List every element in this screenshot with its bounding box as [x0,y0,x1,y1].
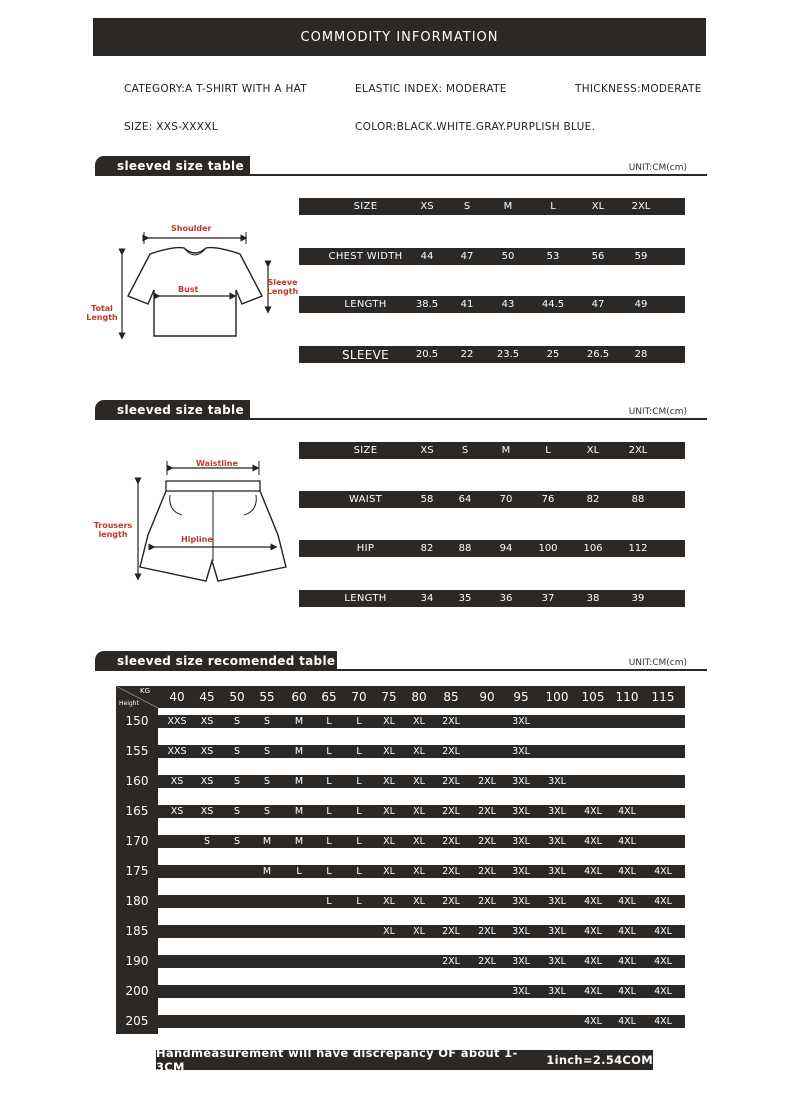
kg-header-cell: 105 [581,690,605,704]
kg-header-cell: 65 [321,690,337,704]
size-cell: XS [200,746,214,757]
size-cell: L [326,746,332,757]
row-label: LENGTH [344,593,387,604]
height-cell: 150 [125,714,149,728]
rec-section-title: sleeved size recomended table [117,653,336,668]
table-cell: 106 [583,543,603,554]
size-cell: XL [413,896,425,907]
size-cell: L [326,896,332,907]
size-cell: 3XL [548,956,566,967]
kg-header-cell: 75 [381,690,397,704]
shirt-section-title: sleeved size table [117,158,244,173]
size-cell: 4XL [618,1016,636,1027]
table-cell: 58 [420,494,434,505]
height-cell: 190 [125,954,149,968]
size-cell: XL [383,716,395,727]
height-cell: 200 [125,984,149,998]
table-cell: L [545,445,551,456]
size-cell: XL [383,866,395,877]
size-cell: 4XL [618,986,636,997]
size-cell: 4XL [618,896,636,907]
size-cell: 3XL [512,896,530,907]
table-cell: 94 [499,543,513,554]
size-cell: 3XL [512,926,530,937]
table-cell: 70 [499,494,513,505]
table-cell: M [501,445,511,456]
pants-row-length [299,590,685,607]
table-cell: 37 [541,593,555,604]
kg-header-cell: 45 [199,690,215,704]
table-cell: 38.5 [415,299,439,310]
table-cell: M [503,201,513,212]
table-cell: 36 [499,593,513,604]
size-cell: XL [413,746,425,757]
size-cell: 4XL [618,956,636,967]
size-cell: S [263,776,271,787]
table-cell: XS [420,445,434,456]
size-cell: M [294,716,304,727]
table-cell: XL [591,201,605,212]
table-cell: 49 [634,299,648,310]
size-cell: M [294,836,304,847]
size-cell: 2XL [442,836,460,847]
size-cell: 2XL [478,926,496,937]
table-cell: 112 [628,543,648,554]
size-cell: L [356,836,362,847]
size-cell: XL [383,926,395,937]
size-cell: M [294,746,304,757]
commodity-banner [93,18,706,56]
kg-header-cell: 40 [169,690,185,704]
pants-unit: UNIT:CM(cm) [628,407,687,417]
size-cell: L [326,836,332,847]
size-cell: 3XL [512,716,530,727]
size-cell: L [326,866,332,877]
size-cell: 3XL [512,866,530,877]
row-label: LENGTH [344,299,387,310]
table-cell: 2XL [628,445,648,456]
kg-header-cell: 90 [479,690,495,704]
table-cell: 20.5 [415,349,439,360]
size-cell: XL [383,806,395,817]
table-cell: 88 [631,494,645,505]
table-cell: XL [586,445,600,456]
kg-header-cell: 50 [229,690,245,704]
size-cell: 2XL [442,866,460,877]
table-cell: 64 [458,494,472,505]
size-cell: XL [413,716,425,727]
size-cell: 4XL [654,926,672,937]
table-cell: 41 [460,299,474,310]
size-cell: 4XL [584,896,602,907]
rec-section-tab [95,651,337,670]
size-cell: 4XL [584,836,602,847]
row-label: SLEEVE [341,347,390,362]
rec-section-divider [95,669,707,671]
table-cell: S [461,445,469,456]
table-cell: 43 [501,299,515,310]
size-cell: S [233,746,241,757]
kg-header-cell: 95 [513,690,529,704]
table-cell: 44.5 [541,299,565,310]
size-cell: 3XL [548,866,566,877]
size-cell: M [294,806,304,817]
size-cell: 3XL [512,746,530,757]
table-cell: 2XL [631,201,651,212]
size-cell: 3XL [548,926,566,937]
size-cell: 4XL [618,806,636,817]
size-cell: 2XL [442,746,460,757]
size-cell: XL [383,746,395,757]
size-cell: 3XL [548,896,566,907]
corner-kg-label: KG [140,687,151,695]
size-cell: 2XL [442,716,460,727]
size-cell: XXS [167,716,187,727]
size-cell: XL [413,836,425,847]
size-cell: XL [413,776,425,787]
pants-section-tab [95,400,250,419]
size-cell: 2XL [442,926,460,937]
size-cell: 3XL [548,806,566,817]
size-cell: S [233,776,241,787]
table-cell: 34 [420,593,434,604]
size-cell: 2XL [442,776,460,787]
row-label: SIZE [353,201,378,212]
table-cell: 38 [586,593,600,604]
shoulder-label: Shoulder [171,224,212,233]
size-cell: XL [413,806,425,817]
row-label: CHEST WIDTH [328,251,403,262]
kg-header-cell: 115 [651,690,675,704]
size-cell: L [356,896,362,907]
size-cell: 2XL [478,956,496,967]
size-cell: XL [383,776,395,787]
size-cell: S [233,716,241,727]
size-cell: 2XL [478,806,496,817]
size-cell: XL [383,896,395,907]
kg-header-cell: 70 [351,690,367,704]
shirt-row-chest [299,248,685,265]
banner-title: COMMODITY INFORMATION [300,29,499,45]
size-cell: L [326,716,332,727]
size-cell: 2XL [442,956,460,967]
height-cell: 180 [125,894,149,908]
size-cell: L [356,746,362,757]
shirt-unit: UNIT:CM(cm) [628,163,687,173]
size-cell: L [356,866,362,877]
height-cell: 205 [125,1014,149,1028]
table-cell: 26.5 [586,349,610,360]
table-cell: 100 [538,543,558,554]
table-cell: 22 [460,349,474,360]
kg-header-cell: 85 [443,690,459,704]
size-cell: M [294,776,304,787]
size-cell: 2XL [478,836,496,847]
kg-header-cell: 110 [615,690,639,704]
size-cell: 2XL [442,896,460,907]
height-cell: 170 [125,834,149,848]
size-cell: S [263,746,271,757]
kg-header-cell: 60 [291,690,307,704]
trousers-length-label: Trousers length [93,521,133,539]
table-cell: 88 [458,543,472,554]
size-cell: L [356,776,362,787]
size-cell: L [326,806,332,817]
size-cell: 4XL [654,1016,672,1027]
table-cell: 39 [631,593,645,604]
pants-row-size [299,442,685,459]
height-cell: 165 [125,804,149,818]
size-cell: 4XL [654,896,672,907]
table-cell: 28 [634,349,648,360]
size-cell: 4XL [654,956,672,967]
size-cell: 4XL [618,926,636,937]
bust-label: Bust [178,285,199,294]
table-cell: S [463,201,471,212]
size-cell: XS [200,776,214,787]
height-cell: 160 [125,774,149,788]
size-cell: XL [413,866,425,877]
waistline-label: Waistline [196,459,238,468]
corner-height-label: Height [119,700,139,707]
pants-section-title: sleeved size table [117,402,244,417]
size-cell: S [263,716,271,727]
table-cell: 25 [546,349,560,360]
size-cell: 3XL [512,956,530,967]
size-cell: 4XL [584,1016,602,1027]
table-cell: 53 [546,251,560,262]
size-cell: 2XL [478,866,496,877]
table-cell: 82 [420,543,434,554]
table-cell: 44 [420,251,434,262]
size-cell: 4XL [584,866,602,877]
size-cell: 3XL [512,776,530,787]
size-cell: 4XL [584,806,602,817]
sleeve-length-label: Sleeve Length [266,278,299,296]
size-cell: XS [170,806,184,817]
row-label: HIP [356,543,375,554]
size-cell: 4XL [584,926,602,937]
size-cell: XS [200,806,214,817]
shirt-row-length [299,296,685,313]
size-cell: S [233,836,241,847]
info-thickness: THICKNESS:MODERATE [575,83,702,95]
table-cell: 56 [591,251,605,262]
table-cell: 59 [634,251,648,262]
table-cell: 82 [586,494,600,505]
footer-note: Handmeasurement will have discrepancy OF about 1-3CM [156,1046,518,1074]
shirt-row-sleeve [299,346,685,363]
height-cell: 155 [125,744,149,758]
hipline-label: Hipline [181,535,213,544]
table-cell: L [550,201,556,212]
size-cell: 4XL [654,986,672,997]
size-cell: L [296,866,302,877]
rec-unit: UNIT:CM(cm) [628,658,687,668]
size-cell: 4XL [654,866,672,877]
pants-section-divider [95,418,707,420]
size-cell: L [356,716,362,727]
size-cell: XL [413,926,425,937]
size-cell: 3XL [512,836,530,847]
shorts-diagram [90,455,300,590]
size-cell: 2XL [442,806,460,817]
size-cell: S [233,806,241,817]
info-elastic: ELASTIC INDEX: MODERATE [355,83,507,95]
row-label: WAIST [348,494,383,505]
table-cell: XS [420,201,434,212]
table-cell: 23.5 [496,349,520,360]
kg-header-cell: 80 [411,690,427,704]
size-cell: 2XL [478,896,496,907]
size-cell: XL [383,836,395,847]
footer-note-bar [156,1046,653,1074]
table-cell: 76 [541,494,555,505]
kg-header-cell: 100 [545,690,569,704]
size-cell: L [356,806,362,817]
shirt-section-tab [95,156,250,175]
size-cell: XS [170,776,184,787]
table-cell: 35 [458,593,472,604]
size-cell: S [263,806,271,817]
size-cell: XS [200,716,214,727]
size-cell: 3XL [512,806,530,817]
size-cell: XXS [167,746,187,757]
pants-row-hip [299,540,685,557]
info-color: COLOR:BLACK.WHITE.GRAY.PURPLISH BLUE. [355,121,596,133]
size-cell: 3XL [512,986,530,997]
size-cell: 4XL [618,866,636,877]
size-cell: 4XL [584,986,602,997]
kg-header-cell: 55 [259,690,275,704]
table-cell: 47 [460,251,474,262]
table-cell: 50 [501,251,515,262]
size-cell: 3XL [548,776,566,787]
shirt-section-divider [95,174,707,176]
table-cell: 47 [591,299,605,310]
size-cell: 2XL [478,776,496,787]
height-cell: 185 [125,924,149,938]
size-cell: M [262,836,272,847]
size-cell: M [262,866,272,877]
pants-row-waist [299,491,685,508]
size-cell: S [203,836,211,847]
size-cell: 3XL [548,836,566,847]
info-category: CATEGORY:A T-SHIRT WITH A HAT [124,83,308,95]
shirt-row-size [299,198,685,215]
total-length-label: Total Length [86,304,118,322]
size-cell: L [326,776,332,787]
height-cell: 175 [125,864,149,878]
tshirt-diagram [84,218,299,348]
size-cell: 3XL [548,986,566,997]
size-cell: 4XL [584,956,602,967]
row-label: SIZE [353,445,378,456]
footer-conversion: 1inch=2.54COM [546,1053,653,1067]
info-size: SIZE: XXS-XXXXL [124,121,218,133]
size-cell: 4XL [618,836,636,847]
